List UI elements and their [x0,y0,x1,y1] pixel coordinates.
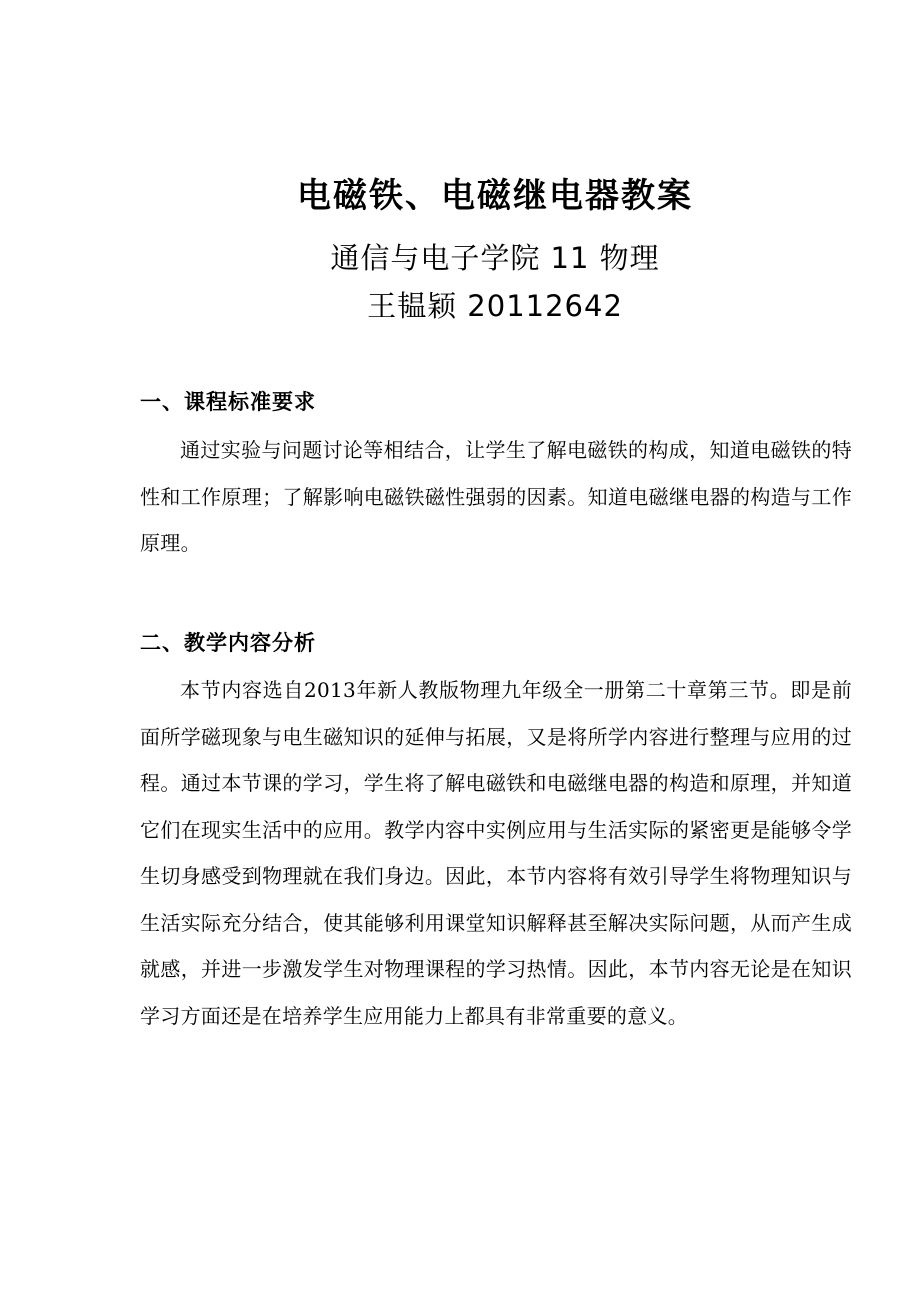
document-subtitle-school: 通信与电子学院 11 物理 [330,241,660,275]
section-body-content-analysis: 本节内容选自2013年新人教版物理九年级全一册第二十章第三节。即是前面所学磁现象与电生磁知识的延伸与拓展，又是将所学内容进行整理与应用的过程。通过本节课的学习，学生将了解电磁铁和电磁继电器的构造和原理，并知道它们在现实生活中的应用。教学内容中实例应用与生活实际的紧密更是能够令学生切身感受到物理就在我们身边。因此，本节内容将有效引导学生将物理知识与生活实际充分结合，使其能够利用课堂知识解释甚至解决实际问题，从而产生成就感，并进一步激发学生对物理课程的学习热情。因此，本节内容无论是在知识学习方面还是在培养学生应用能力上都具有非常重要的意义。 [140,678,852,1028]
document-subtitle-author: 王韫颖 20112642 [367,289,623,323]
section-heading-content-analysis: 二、教学内容分析 [140,631,316,655]
section-heading-curriculum-standards: 一、课程标准要求 [140,390,316,414]
section-body-curriculum-standards: 通过实验与问题讨论等相结合，让学生了解电磁铁的构成，知道电磁铁的特性和工作原理；了解影响电磁铁磁性强弱的因素。知道电磁继电器的构造与工作原理。 [140,438,852,555]
document-title: 电磁铁、电磁继电器教案 [297,176,693,216]
